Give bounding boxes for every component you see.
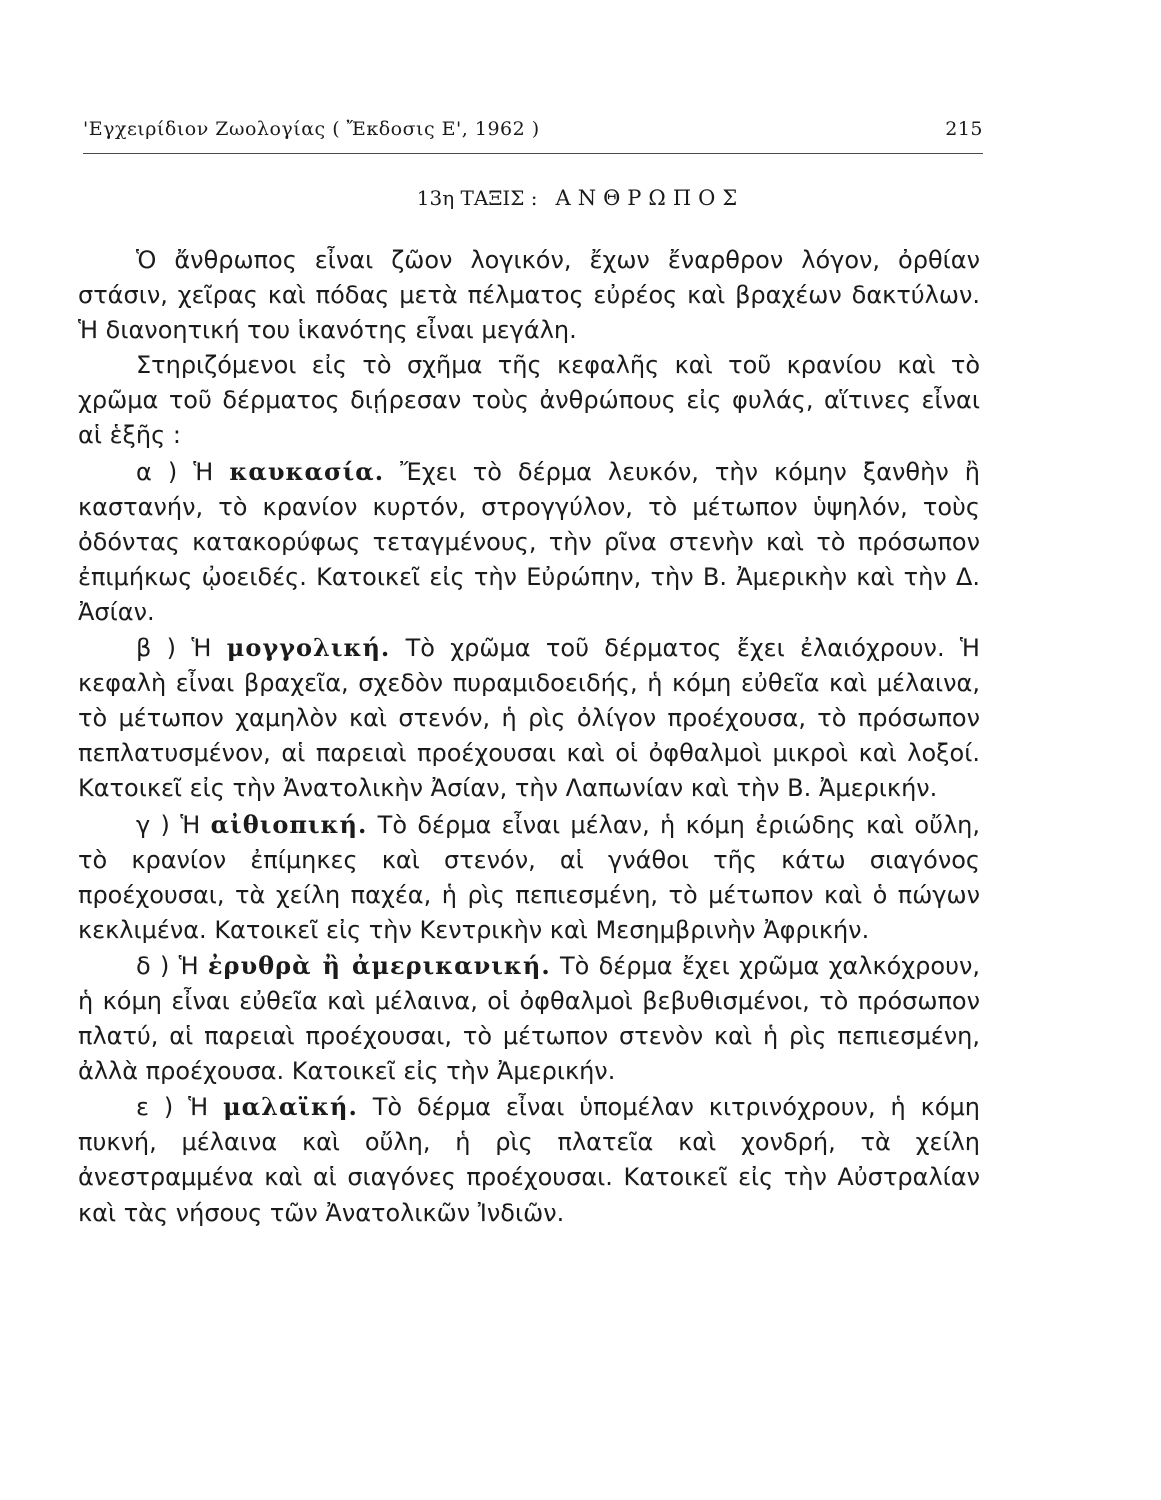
paragraph-race-e: [78, 1089, 980, 1230]
header-rule: [83, 153, 983, 154]
race-name: μογγολική.: [226, 633, 391, 663]
race-name: ἐρυθρὰ ἢ ἀμερικανική.: [207, 950, 551, 980]
paragraph-race-a: [78, 454, 980, 630]
chapter-heading: [0, 186, 1161, 210]
paragraph-text: Τὸ δέρμα εἶναι μέλαν, ἡ κόμη ἐριώδης καὶ οὔλη, τὸ κρανίον ἐπίμηκες καὶ στενόν, αἱ γνάθοι τῆς κάτω σιαγόνος προέχουσαι, τὰ χείλη παχέα, ἡ ρὶς πεπιεσμένη, τὸ μέτωπον καὶ ὁ πώγων κεκλιμένα. Κατοικεῖ εἰς τὴν Κεντρικὴν καὶ Μεσημβρινὴν Ἀφρικήν.: [78, 810, 980, 944]
paragraph-text: Τὸ δέρμα εἶναι ὑπομέλαν κιτρινόχρουν, ἡ κόμη πυκνή, μέλαινα καὶ οὔλη, ἡ ρὶς πλατεῖα καὶ χονδρή, τὰ χείλη ἀνεστραμμένα καὶ αἱ σιαγόνες προέχουσαι. Κατοικεῖ εἰς τὴν Αὐστραλίαν καὶ τὰς νήσους τῶν Ἀνατολικῶν Ἰνδιῶν.: [78, 1093, 980, 1227]
paragraph-text: Τὸ δέρμα ἔχει χρῶμα χαλκόχρουν, ἡ κόμη εἶναι εὐθεῖα καὶ μέλαινα, οἱ ὀφθαλμοὶ βεβυθισμένοι, τὸ πρόσωπον πλατύ, αἱ παρειαὶ προέχουσαι, τὸ μέτωπον στενὸν καὶ ἡ ρὶς πεπιεσμένη, ἀλλὰ προέχουσα. Κατοικεῖ εἰς τὴν Ἀμερικήν.: [78, 951, 980, 1086]
chapter-title: ΑΝΘΡΩΠΟΣ: [555, 186, 745, 210]
race-name: μαλαϊκή.: [223, 1092, 358, 1122]
paragraph-intro: [78, 243, 980, 348]
paragraph-race-b: [78, 630, 980, 806]
running-header: [83, 116, 983, 146]
item-marker: ε ) Ἡ: [136, 1093, 209, 1122]
item-marker: δ ) Ἡ: [136, 951, 199, 980]
paragraph-text: Στηριζόμενοι εἰς τὸ σχῆμα τῆς κεφαλῆς καὶ τοῦ κρανίου καὶ τὸ χρῶμα τοῦ δέρματος διῄρεσαν τοὺς ἀνθρώπους εἰς φυλάς, αἵτινες εἶναι αἱ ἑξῆς :: [78, 351, 980, 450]
paragraph-text: Ἔχει τὸ δέρμα λευκόν, τὴν κόμην ξανθὴν ἢ καστανήν, τὸ κρανίον κυρτόν, στρογγύλον, τὸ μέτωπον ὑψηλόν, τοὺς ὀδόντας κατακορύφως τεταγμένους, τὴν ρῖνα στενὴν καὶ τὸ πρόσωπον ἐπιμήκως ᾠοειδές. Κατοικεῖ εἰς τὴν Εὐρώπην, τὴν Β. Ἀμερικὴν καὶ τὴν Δ. Ἀσίαν.: [78, 457, 980, 626]
race-name: καυκασία.: [229, 456, 385, 486]
running-title: 'Εγχειρίδιον Ζωολογίας ( Ἔκδοσις Ε', 1962 ): [83, 118, 540, 140]
page-number: 215: [945, 118, 983, 140]
chapter-label: 13η ΤΑΞΙΣ :: [416, 186, 538, 210]
paragraph-race-c: [78, 807, 980, 948]
item-marker: γ ) Ἡ: [136, 810, 201, 839]
paragraph-text: Ὁ ἄνθρωπος εἶναι ζῶον λογικόν, ἔχων ἔναρθρον λόγον, ὀρθίαν στάσιν, χεῖρας καὶ πόδας μετὰ πέλματος εὐρέος καὶ βραχέων δακτύλων. Ἡ διανοητική του ἱκανότης εἶναι μεγάλη.: [78, 246, 980, 345]
paragraph-race-d: [78, 948, 980, 1089]
item-marker: α ) Ἡ: [136, 457, 214, 486]
body-text: [78, 243, 980, 1231]
item-marker: β ) Ἡ: [136, 634, 212, 663]
paragraph-text: Τὸ χρῶμα τοῦ δέρματος ἔχει ἐλαιόχρουν. Ἡ κεφαλὴ εἶναι βραχεῖα, σχεδὸν πυραμιδοειδής, ἡ κόμη εὐθεῖα καὶ μέλαινα, τὸ μέτωπον χαμηλὸν καὶ στενόν, ἡ ρὶς ὀλίγον προέχουσα, τὸ πρόσωπον πεπλατυσμένον, αἱ παρειαὶ προέχουσαι καὶ οἱ ὀφθαλμοὶ μικροὶ καὶ λοξοί. Κατοικεῖ εἰς τὴν Ἀνατολικὴν Ἀσίαν, τὴν Λαπωνίαν καὶ τὴν Β. Ἀμερικήν.: [78, 634, 980, 803]
race-name: αἰθιοπική.: [210, 809, 368, 839]
paragraph-races-intro: [78, 348, 980, 453]
